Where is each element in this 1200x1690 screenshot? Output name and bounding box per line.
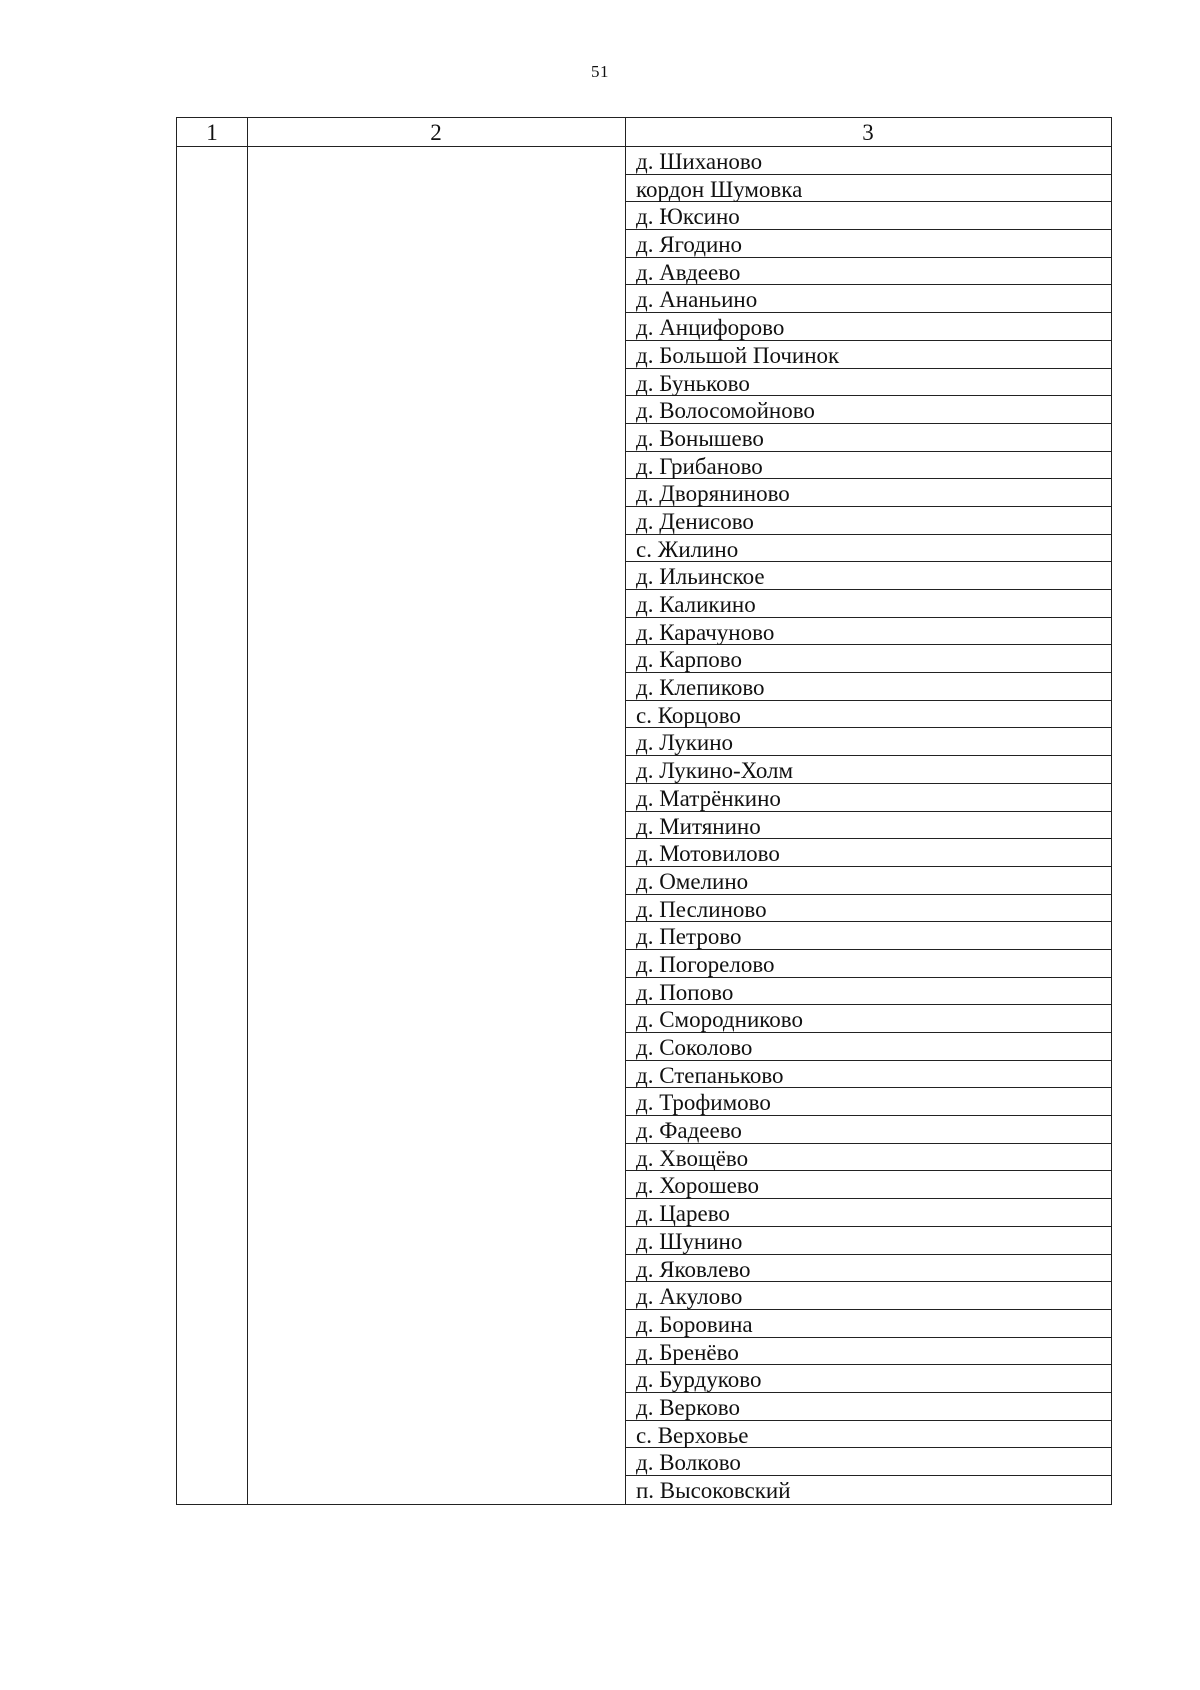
table-row: д. Петрово bbox=[625, 922, 1111, 950]
table-row: д. Ананьино bbox=[625, 285, 1111, 313]
table-row: д. Дворяниново bbox=[625, 479, 1111, 507]
column-divider-1 bbox=[247, 118, 248, 1504]
table-row: д. Большой Починок bbox=[625, 341, 1111, 369]
settlements-table bbox=[176, 117, 1112, 1505]
table-row: д. Клепиково bbox=[625, 673, 1111, 701]
table-row: д. Хвощёво bbox=[625, 1144, 1111, 1172]
table-row: д. Шунино bbox=[625, 1227, 1111, 1255]
table-row: с. Корцово bbox=[625, 701, 1111, 729]
table-row: с. Жилино bbox=[625, 535, 1111, 563]
table-row: д. Фадеево bbox=[625, 1116, 1111, 1144]
table-row: д. Юксино bbox=[625, 202, 1111, 230]
header-col-1: 1 bbox=[206, 120, 218, 145]
table-row: д. Попово bbox=[625, 978, 1111, 1006]
table-row: д. Царево bbox=[625, 1199, 1111, 1227]
table-row: с. Верховье bbox=[625, 1421, 1111, 1449]
table-row: п. Высоковский bbox=[636, 1478, 791, 1503]
header-col-3: 3 bbox=[862, 120, 874, 145]
table-row: д. Лукино bbox=[625, 728, 1111, 756]
table-row: д. Карпово bbox=[625, 645, 1111, 673]
table-row: д. Буньково bbox=[625, 369, 1111, 397]
table-row: д. Ильинское bbox=[625, 562, 1111, 590]
table-row: д. Денисово bbox=[625, 507, 1111, 535]
table-row: д. Трофимово bbox=[625, 1088, 1111, 1116]
table-row: д. Смородниково bbox=[625, 1005, 1111, 1033]
table-row: д. Песлиново bbox=[625, 895, 1111, 923]
table-row: кордон Шумовка bbox=[625, 175, 1111, 203]
table-row: д. Волосомойново bbox=[625, 396, 1111, 424]
table-row: д. Омелино bbox=[625, 867, 1111, 895]
table-row: д. Карачуново bbox=[625, 618, 1111, 646]
table-row: д. Хорошево bbox=[625, 1171, 1111, 1199]
table-row: д. Бренёво bbox=[625, 1338, 1111, 1366]
page-number: 51 bbox=[591, 62, 609, 81]
table-row: д. Волково bbox=[625, 1448, 1111, 1476]
table-row: д. Бурдуково bbox=[625, 1365, 1111, 1393]
table-row: д. Соколово bbox=[625, 1033, 1111, 1061]
table-row: д. Лукино-Холм bbox=[625, 756, 1111, 784]
table-row: д. Яковлево bbox=[625, 1255, 1111, 1283]
table-row: д. Ягодино bbox=[625, 230, 1111, 258]
table-row: д. Боровина bbox=[625, 1310, 1111, 1338]
table-row: д. Степаньково bbox=[625, 1061, 1111, 1089]
table-row: д. Верково bbox=[625, 1393, 1111, 1421]
table-row: д. Мотовилово bbox=[625, 839, 1111, 867]
table-row: д. Шиханово bbox=[625, 147, 1111, 175]
table-row: д. Грибаново bbox=[625, 452, 1111, 480]
table-row: д. Митянино bbox=[625, 812, 1111, 840]
table-row: д. Акулово bbox=[625, 1282, 1111, 1310]
table-row: д. Погорелово bbox=[625, 950, 1111, 978]
table-row: д. Авдеево bbox=[625, 258, 1111, 286]
header-col-2: 2 bbox=[430, 120, 442, 145]
table-header-row bbox=[177, 118, 1111, 147]
settlements-list bbox=[625, 147, 1111, 1504]
table-row: д. Вонышево bbox=[625, 424, 1111, 452]
table-row: д. Каликино bbox=[625, 590, 1111, 618]
table-row: д. Матрёнкино bbox=[625, 784, 1111, 812]
table-row: д. Анцифорово bbox=[625, 313, 1111, 341]
